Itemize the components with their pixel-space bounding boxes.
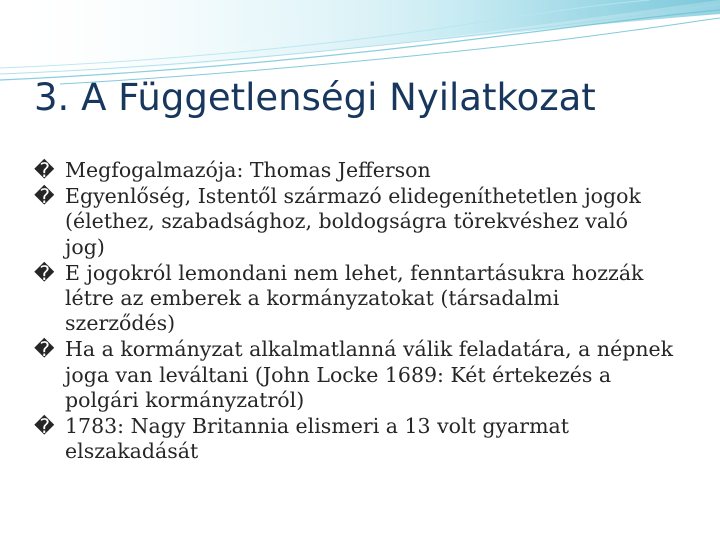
bullet-text: Ha a kormányzat alkalmatlanná válik feladatára, a népnek joga van leváltani (John Locke 1689: Két értekezés a polgári kormányzatról) <box>65 337 674 412</box>
bullet-text: Megfogalmazója: Thomas Jefferson <box>65 158 431 182</box>
bullet-text: E jogokról lemondani nem lehet, fenntartásukra hozzák létre az emberek a kormányzatokat (társadalmi szerződés) <box>65 260 644 336</box>
bullet-text: Egyenlőség, Istentől származó elidegeníthetetlen jogok (élethez, szabadsághoz, boldogságra törekvéshez való jog) <box>65 184 641 259</box>
bullet-icon: � <box>34 184 55 209</box>
bullet-icon: � <box>34 414 55 439</box>
bullet-icon: � <box>34 260 55 285</box>
bullet-text: 1783: Nagy Britannia elismeri a 13 volt gyarmat elszakadását <box>65 414 569 464</box>
bullet-icon: � <box>34 337 55 362</box>
bullet-item <box>34 158 674 183</box>
bullet-item <box>34 184 674 260</box>
bullet-icon: � <box>34 158 55 182</box>
bullet-list <box>34 158 674 465</box>
slide-title: 3. A Függetlenségi Nyilatkozat <box>34 76 596 119</box>
bullet-item <box>34 337 674 413</box>
bullet-item <box>34 414 674 464</box>
bullet-item <box>34 261 674 337</box>
